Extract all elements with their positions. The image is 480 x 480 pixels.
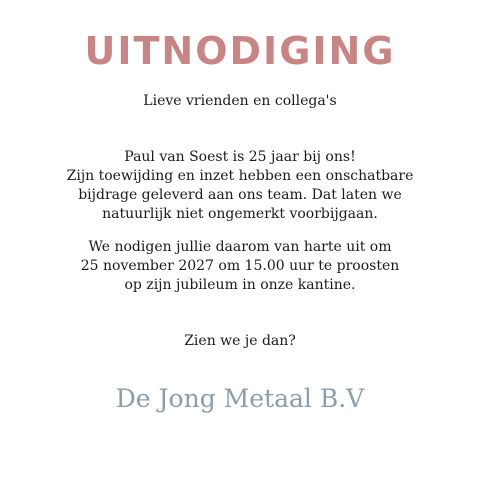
paragraph-line: 25 november 2027 om 15.00 uur te proosten [80, 258, 400, 274]
greeting-line: Lieve vrienden en collega's [143, 93, 337, 109]
company-name: De Jong Metaal B.V [115, 384, 365, 413]
paragraph-line: Paul van Soest is 25 jaar bij ons! [124, 149, 356, 165]
paragraph-line: Zijn toewijding en inzet hebben een onschatbare [66, 168, 414, 184]
paragraph-line: bijdrage geleverd aan ons team. Dat laten we [78, 187, 402, 203]
closing-question: Zien we je dan? [184, 333, 296, 349]
invitation-title: UITNODIGING [84, 29, 396, 73]
paragraph-line: natuurlijk niet ongemerkt voorbijgaan. [102, 206, 378, 222]
paragraph-line: We nodigen jullie daarom van harte uit om [88, 239, 392, 255]
announcement-paragraph [40, 148, 440, 224]
invitation-details-paragraph [40, 238, 440, 295]
paragraph-line: op zijn jubileum in onze kantine. [124, 277, 356, 293]
